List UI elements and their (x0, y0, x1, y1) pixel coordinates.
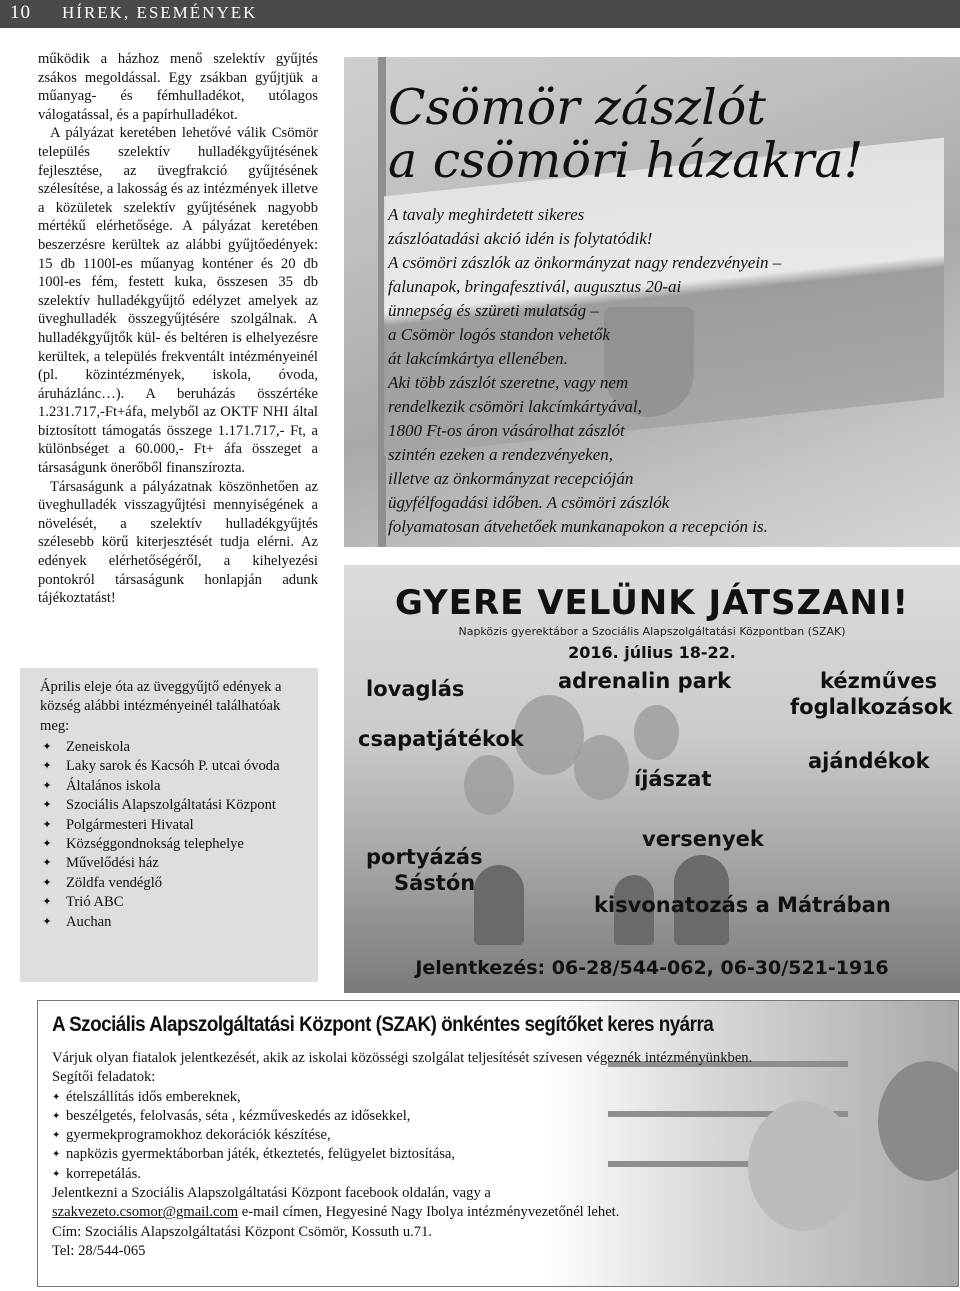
list-item: ✦ Polgármesteri Hivatal (40, 816, 310, 835)
page-number: 10 (10, 2, 31, 23)
notice-intro: Várjuk olyan fiatalok jelentkezését, akik az iskolai közösségi szolgálat teljesítését szívesen végeznék intézményünkben. (52, 1050, 753, 1066)
tasks-label: Segítői feladatok: (52, 1069, 156, 1086)
bullet-icon: ✦ (52, 1110, 61, 1122)
apply-text: Jelentkezni a Szociális Alapszolgáltatási Központ facebook oldalán, vagy a (52, 1185, 491, 1202)
bullet-icon: ✦ (42, 760, 52, 773)
tasks-list (52, 1088, 772, 1184)
article-paragraph: A pályázat keretében lehetővé válik Csömör település szelektív hulladékgyűjtésének fejlesztése, az üvegfrakció gyűjtésének szélesítése, a lakosság és az intézmények illetve a közületek szelektív gyűjtésének nagyobb mértékű elérhetősége. A pályázat keretében beszerzésre kerültek az alábbi gyűjtőedények: 15 db 1100l-es műanyag konténer és 20 db 100l-es fém, festett kuka, összesen 35 db szelektív hulladékgyűjtő edélyzet amelyek az üveghulladék összegyűjtésére szolgálnak. A hulladékgyűjtők kül- és beltéren is elhelyezésre kerültek, a település frekventált intézményeinél (pl. közintézmények, iskola, óvoda, áruházlánc…). A beruházás összértéke 1.231.717,-Ft+áfa, melyből az OKTF NHI által biztosított támogatás összege 1.171.717,- Ft, a különbséget a 60.000,- Ft+ áfa összeget a társaságunk önerőből finanszírozta. (38, 125, 319, 477)
activity-label: Sástón (394, 871, 476, 895)
bullet-icon: ✦ (52, 1149, 61, 1161)
flag-body: A tavaly meghirdetett sikeres zászlóatadási akció idén is folytatódik! A csömöri zászlók az önkormányzat nagy rendezvényein – falunapok, bringafesztivál, augusztus 20-ai ünnepség és szüreti mulatság – a Csömör logós standon vehetők át lakcímkártya ellenében. Aki több zászlót szeretne, vagy nem rendelkezik csömöri lakcímkártyával, 1800 Ft-os áron vásárolhat zászlót szintén ezeken a rendezvényeken, illetve az önkormányzat recepcióján ügyfélfogadási időben. A csömöri zászlók folyamatosan átvehetőek munkanapokon a recepción is. (388, 205, 782, 536)
list-item: ✦ napközis gyermektáborban játék, étkeztetés, felügyelet biztosítása, (52, 1145, 772, 1164)
balloon-graphic (464, 755, 514, 815)
bullet-icon: ✦ (42, 741, 52, 753)
flag-announcement (344, 57, 960, 547)
summer-camp-poster (344, 565, 960, 993)
balloon-graphic (634, 705, 679, 760)
list-item: ✦ Általános iskola (40, 777, 310, 796)
glass-locations-list (40, 738, 310, 932)
poster-subtitle: Napközis gyerektábor a Szociális Alapszolgáltatási Központban (SZAK) (458, 625, 846, 638)
section-title: HÍREK, ESEMÉNYEK (62, 3, 258, 22)
list-item: ✦ Auchan (40, 913, 310, 932)
bullet-icon: ✦ (52, 1130, 61, 1142)
list-item: ✦ Trió ABC (40, 893, 310, 912)
poster-date: 2016. július 18-22. (568, 643, 736, 662)
balloon-graphic (574, 735, 629, 800)
list-item: ✦ gyermekprogramokhoz dekorációk készítése, (52, 1126, 772, 1145)
activity-label: kézműves (820, 669, 938, 693)
list-item: ✦ Szociális Alapszolgáltatási Központ (40, 796, 310, 815)
list-item: ✦ Művelődési ház (40, 854, 310, 873)
activity-label: íjászat (634, 767, 712, 791)
email-link[interactable]: szakvezeto.csomor@gmail.com (52, 1204, 239, 1221)
flag-headline: Csömör zászlót a csömöri házakra! (388, 79, 864, 189)
list-item: ✦ Zöldfa vendéglő (40, 874, 310, 893)
page-header (0, 0, 960, 28)
bullet-icon: ✦ (42, 779, 52, 792)
notice-body (52, 1049, 772, 1261)
activity-label: foglalkozások (790, 695, 953, 719)
bullet-icon: ✦ (42, 857, 52, 870)
child-graphic (474, 865, 524, 945)
activity-label: lovaglás (366, 677, 465, 701)
list-item: ✦ ételszállítás idős embereknek, (52, 1088, 772, 1107)
bullet-icon: ✦ (52, 1091, 61, 1103)
list-item: ✦ Laky sarok és Kacsóh P. utcai óvoda (40, 757, 310, 776)
poster-contact: Jelentkezés: 06-28/544-062, 06-30/521-1916 (415, 957, 889, 979)
activity-label: ajándékok (808, 749, 930, 773)
bullet-icon: ✦ (42, 838, 52, 851)
phone: Tel: 28/544-065 (52, 1242, 146, 1259)
notice-title: A Szociális Alapszolgáltatási Központ (SZAK) önkéntes segítőket keres nyárra (52, 1013, 714, 1036)
volunteer-notice (37, 1000, 959, 1287)
bullet-icon: ✦ (42, 799, 52, 812)
activity-label: adrenalin park (558, 669, 732, 693)
activity-label: portyázás (366, 845, 483, 869)
poster-title: GYERE VELÜNK JÁTSZANI! (394, 583, 910, 623)
email-line: szakvezeto.csomor@gmail.com e-mail címen, Hegyesiné Nagy Ibolya intézményvezetőnél lehet. (52, 1204, 620, 1221)
bullet-icon: ✦ (52, 1168, 61, 1180)
article-paragraph: működik a házhoz menő szelektív gyűjtés zsákos megoldással. Egy zsákban gyűjtjük a műanyag- és fémhulladékot, utólagos válogatással, és a papírhulladékot. (38, 51, 318, 123)
list-item: ✦ Zeneiskola (40, 738, 310, 757)
activity-label: versenyek (642, 827, 764, 851)
bullet-icon: ✦ (42, 876, 52, 889)
glass-collection-box (20, 668, 318, 982)
bullet-icon: ✦ (42, 915, 52, 928)
activity-label: csapatjátékok (358, 727, 524, 751)
article-paragraph: Társaságunk a pályázatnak köszönhetően az üveghulladék visszagyűjtési mennyiségének a növelését, a szelektív hulladékgyűjtés szélesebb körű kiterjesztését tudja elérni. Az edények elérhetőségéről, a kihelyezési pontokról társaságunk honlapján adunk tájékoztatást! (38, 478, 318, 607)
volunteer-person-graphic (878, 1061, 959, 1181)
bullet-icon: ✦ (42, 818, 52, 831)
glass-box-intro: Április eleje óta az üveggyűjtő edények a község alábbi intézményeinél találhatóak meg: (40, 679, 282, 734)
activity-label: kisvonatozás a Mátrában (594, 893, 891, 917)
list-item: ✦ korrepetálás. (52, 1165, 772, 1184)
address: Cím: Szociális Alapszolgáltatási Központ Csömör, Kossuth u.71. (52, 1223, 433, 1240)
list-item: ✦ beszélgetés, felolvasás, séta , kézműveskedés az idősekkel, (52, 1107, 772, 1126)
bullet-icon: ✦ (42, 896, 52, 909)
recycling-article (38, 50, 318, 608)
list-item: ✦ Községgondnokság telephelye (40, 835, 310, 854)
